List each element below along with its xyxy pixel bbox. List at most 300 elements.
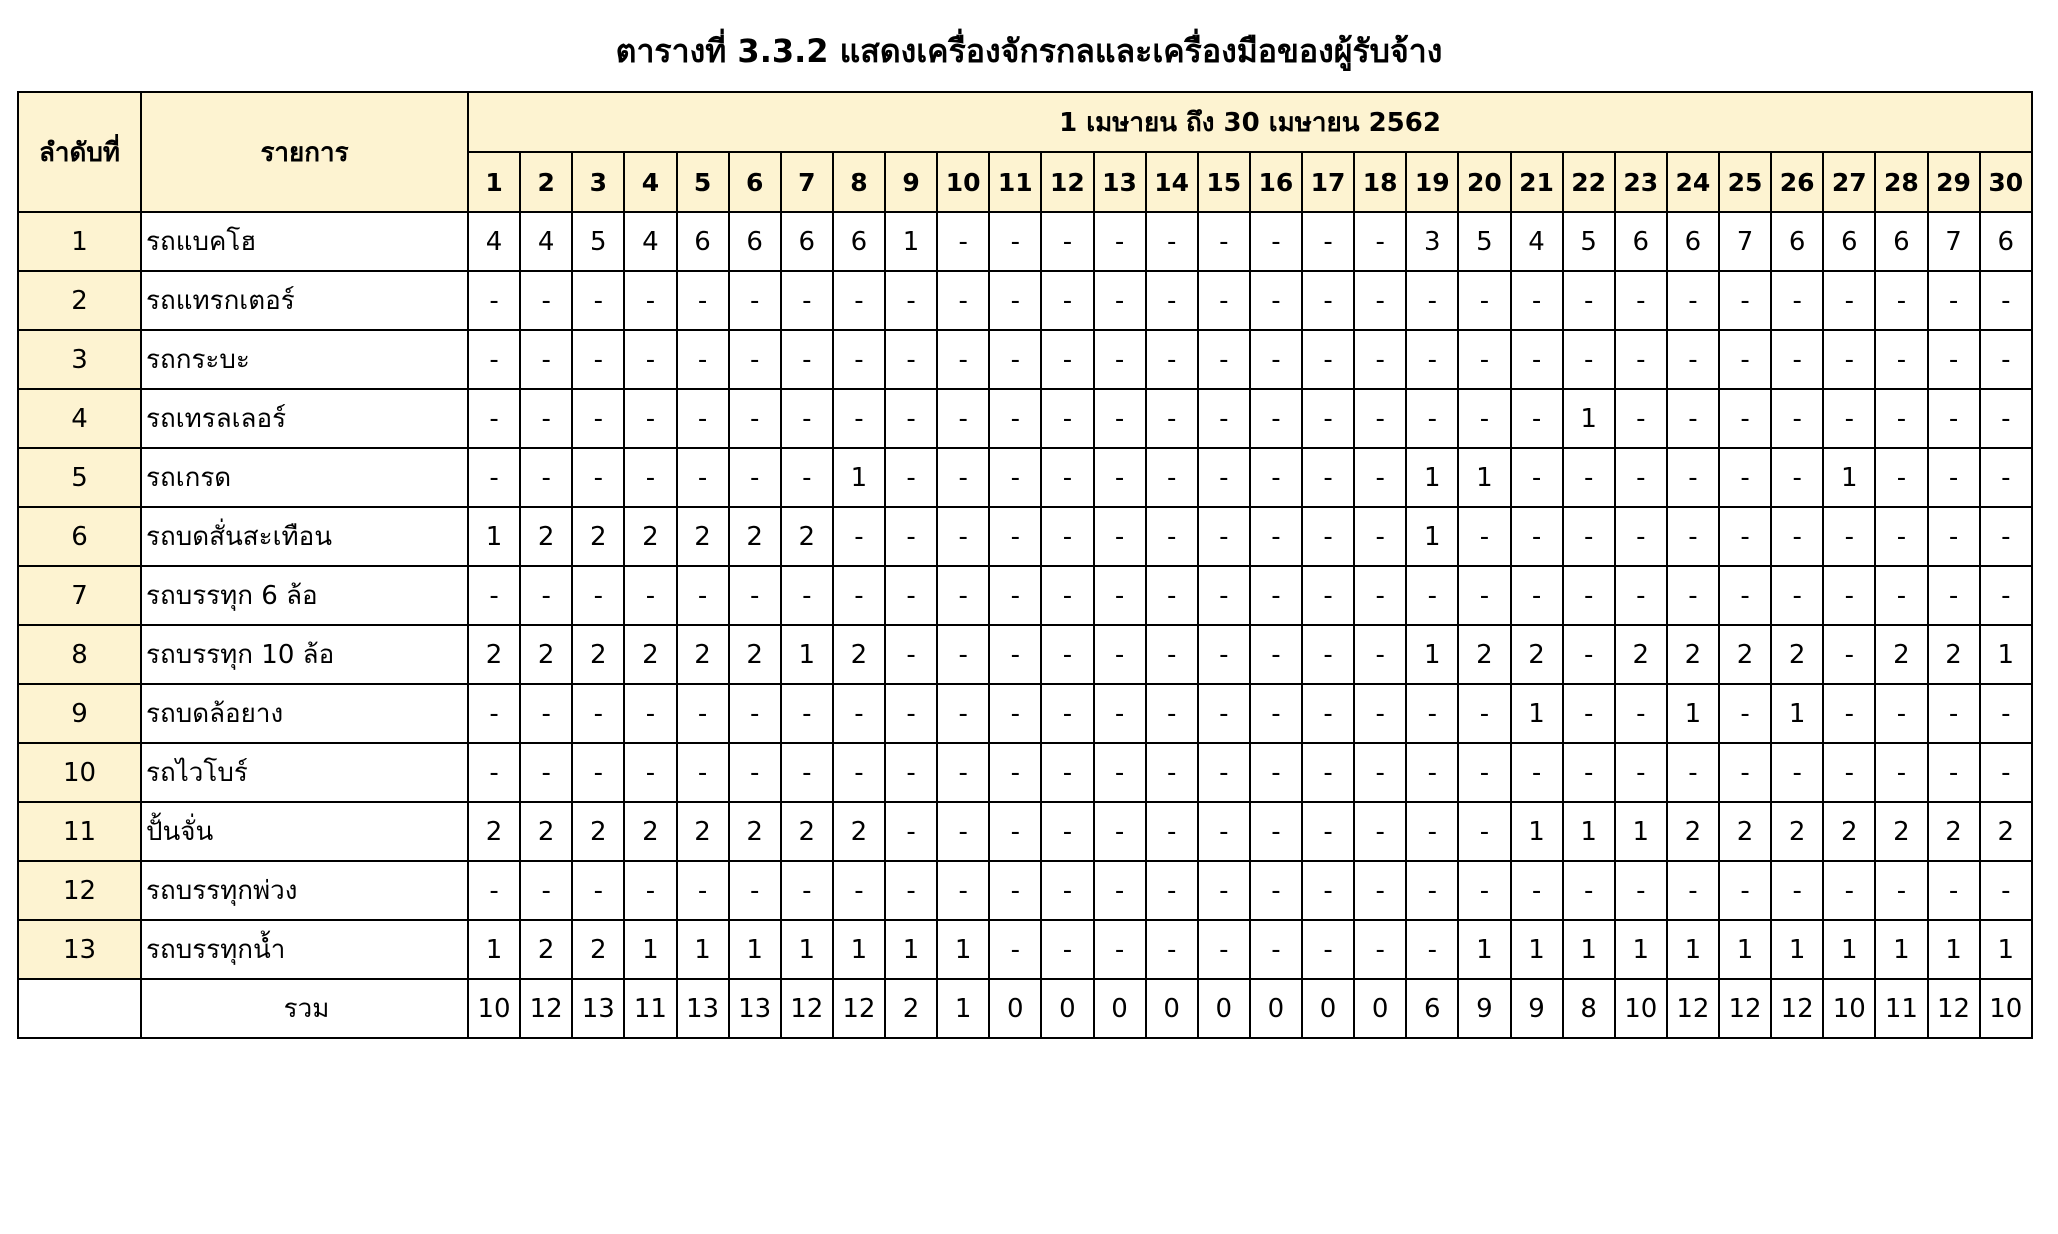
day-count-cell: 2 [520, 802, 572, 861]
day-count-cell: - [1563, 448, 1615, 507]
row-item-name: รถเทรลเลอร์ [141, 389, 468, 448]
day-count-cell: 2 [781, 802, 833, 861]
total-cell: 9 [1458, 979, 1510, 1038]
table-row [18, 212, 2032, 271]
row-item-name: ปั้นจั่น [141, 802, 468, 861]
day-count-cell: 2 [729, 802, 781, 861]
day-count-cell: - [1875, 448, 1927, 507]
day-count-cell: - [1980, 743, 2032, 802]
header-day: 12 [1041, 152, 1093, 212]
day-count-cell: - [1615, 271, 1667, 330]
row-item-name: รถแบคโฮ [141, 212, 468, 271]
total-cell: 12 [1928, 979, 1980, 1038]
day-count-cell: - [1094, 743, 1146, 802]
header-day: 2 [520, 152, 572, 212]
day-count-cell: - [989, 330, 1041, 389]
day-count-cell: - [1511, 861, 1563, 920]
day-count-cell: 1 [1823, 920, 1875, 979]
day-count-cell: - [989, 625, 1041, 684]
day-count-cell: - [1198, 920, 1250, 979]
day-count-cell: - [1354, 802, 1406, 861]
day-count-cell: - [1771, 271, 1823, 330]
row-number: 9 [18, 684, 141, 743]
day-count-cell: - [1146, 507, 1198, 566]
day-count-cell: 2 [1615, 625, 1667, 684]
table-row [18, 920, 2032, 979]
day-count-cell: - [1250, 330, 1302, 389]
day-count-cell: 1 [1458, 920, 1510, 979]
day-count-cell: - [833, 271, 885, 330]
day-count-cell: 2 [624, 625, 676, 684]
day-count-cell: - [1511, 330, 1563, 389]
day-count-cell: - [781, 330, 833, 389]
row-item-name: รถกระบะ [141, 330, 468, 389]
day-count-cell: 2 [781, 507, 833, 566]
day-count-cell: - [1354, 684, 1406, 743]
day-count-cell: - [1615, 448, 1667, 507]
day-count-cell: - [1928, 566, 1980, 625]
day-count-cell: - [1823, 507, 1875, 566]
day-count-cell: - [1563, 507, 1615, 566]
day-count-cell: - [1511, 448, 1563, 507]
day-count-cell: 2 [1771, 802, 1823, 861]
day-count-cell: - [1302, 861, 1354, 920]
day-count-cell: - [1823, 271, 1875, 330]
day-count-cell: 2 [833, 625, 885, 684]
day-count-cell: 2 [1719, 625, 1771, 684]
day-count-cell: - [1354, 448, 1406, 507]
day-count-cell: - [937, 684, 989, 743]
day-count-cell: - [1980, 330, 2032, 389]
header-row-period [18, 92, 2032, 152]
day-count-cell: - [1615, 684, 1667, 743]
day-count-cell: - [833, 389, 885, 448]
row-number: 11 [18, 802, 141, 861]
total-row-blank [18, 979, 141, 1038]
day-count-cell: - [468, 448, 520, 507]
day-count-cell: - [1615, 566, 1667, 625]
day-count-cell: - [1719, 448, 1771, 507]
total-cell: 0 [1302, 979, 1354, 1038]
day-count-cell: 1 [937, 920, 989, 979]
day-count-cell: 4 [468, 212, 520, 271]
day-count-cell: 1 [1511, 920, 1563, 979]
day-count-cell: 6 [1875, 212, 1927, 271]
header-day: 6 [729, 152, 781, 212]
day-count-cell: - [677, 389, 729, 448]
day-count-cell: - [1511, 507, 1563, 566]
day-count-cell: - [1667, 448, 1719, 507]
day-count-cell: - [1041, 743, 1093, 802]
day-count-cell: 1 [1563, 389, 1615, 448]
total-cell: 0 [1041, 979, 1093, 1038]
day-count-cell: - [1250, 448, 1302, 507]
day-count-cell: - [1406, 920, 1458, 979]
day-count-cell: - [1771, 448, 1823, 507]
day-count-cell: - [1250, 743, 1302, 802]
day-count-cell: - [781, 271, 833, 330]
total-cell: 12 [520, 979, 572, 1038]
day-count-cell: 1 [1667, 684, 1719, 743]
day-count-cell: - [1458, 330, 1510, 389]
day-count-cell: - [1771, 507, 1823, 566]
day-count-cell: - [1928, 330, 1980, 389]
day-count-cell: - [1667, 507, 1719, 566]
day-count-cell: - [1354, 212, 1406, 271]
day-count-cell: - [937, 271, 989, 330]
day-count-cell: - [1667, 743, 1719, 802]
row-item-name: รถบรรทุก 6 ล้อ [141, 566, 468, 625]
day-count-cell: - [1302, 330, 1354, 389]
day-count-cell: - [1146, 802, 1198, 861]
day-count-cell: - [1250, 625, 1302, 684]
day-count-cell: 2 [677, 507, 729, 566]
day-count-cell: 2 [1875, 625, 1927, 684]
table-row [18, 861, 2032, 920]
day-count-cell: 2 [1719, 802, 1771, 861]
day-count-cell: - [677, 743, 729, 802]
day-count-cell: - [520, 743, 572, 802]
day-count-cell: - [1094, 389, 1146, 448]
day-count-cell: - [677, 271, 729, 330]
day-count-cell: - [885, 566, 937, 625]
day-count-cell: 1 [1563, 920, 1615, 979]
day-count-cell: - [572, 861, 624, 920]
day-count-cell: - [1719, 861, 1771, 920]
day-count-cell: 1 [468, 507, 520, 566]
day-count-cell: - [989, 802, 1041, 861]
day-count-cell: - [1094, 448, 1146, 507]
day-count-cell: - [1458, 389, 1510, 448]
table-row [18, 566, 2032, 625]
day-count-cell: - [1771, 743, 1823, 802]
day-count-cell: - [1250, 684, 1302, 743]
day-count-cell: - [1928, 389, 1980, 448]
day-count-cell: - [1823, 389, 1875, 448]
total-cell: 13 [677, 979, 729, 1038]
day-count-cell: - [833, 566, 885, 625]
day-count-cell: - [1094, 861, 1146, 920]
day-count-cell: - [1250, 507, 1302, 566]
day-count-cell: - [1458, 271, 1510, 330]
day-count-cell: - [1928, 448, 1980, 507]
day-count-cell: - [1146, 920, 1198, 979]
day-count-cell: - [1875, 271, 1927, 330]
total-label: รวม [141, 979, 468, 1038]
day-count-cell: - [1980, 507, 2032, 566]
day-count-cell: - [1615, 389, 1667, 448]
day-count-cell: - [520, 448, 572, 507]
day-count-cell: 1 [781, 625, 833, 684]
day-count-cell: - [624, 271, 676, 330]
day-count-cell: - [1094, 566, 1146, 625]
day-count-cell: - [1354, 920, 1406, 979]
day-count-cell: - [1302, 507, 1354, 566]
day-count-cell: 1 [833, 448, 885, 507]
day-count-cell: 2 [677, 625, 729, 684]
day-count-cell: - [572, 389, 624, 448]
day-count-cell: - [989, 507, 1041, 566]
day-count-cell: 2 [468, 802, 520, 861]
row-item-name: รถไวโบร์ [141, 743, 468, 802]
total-cell: 9 [1511, 979, 1563, 1038]
day-count-cell: - [1406, 743, 1458, 802]
day-count-cell: - [1094, 271, 1146, 330]
day-count-cell: 3 [1406, 212, 1458, 271]
day-count-cell: - [1458, 802, 1510, 861]
total-cell: 13 [572, 979, 624, 1038]
day-count-cell: - [729, 448, 781, 507]
day-count-cell: - [468, 330, 520, 389]
total-cell: 2 [885, 979, 937, 1038]
day-count-cell: - [1354, 625, 1406, 684]
day-count-cell: - [1146, 448, 1198, 507]
day-count-cell: 2 [624, 507, 676, 566]
header-day: 8 [833, 152, 885, 212]
day-count-cell: 2 [1980, 802, 2032, 861]
total-row [18, 979, 2032, 1038]
day-count-cell: - [1615, 330, 1667, 389]
day-count-cell: - [1041, 684, 1093, 743]
day-count-cell: - [520, 684, 572, 743]
day-count-cell: - [1198, 389, 1250, 448]
day-count-cell: 6 [1980, 212, 2032, 271]
row-number: 13 [18, 920, 141, 979]
day-count-cell: - [885, 507, 937, 566]
day-count-cell: - [729, 743, 781, 802]
table-row [18, 625, 2032, 684]
header-day: 10 [937, 152, 989, 212]
day-count-cell: - [989, 389, 1041, 448]
day-count-cell: - [937, 861, 989, 920]
header-day: 29 [1928, 152, 1980, 212]
day-count-cell: - [1511, 389, 1563, 448]
day-count-cell: - [468, 271, 520, 330]
day-count-cell: 1 [1980, 625, 2032, 684]
total-cell: 12 [833, 979, 885, 1038]
day-count-cell: - [1094, 802, 1146, 861]
day-count-cell: - [937, 212, 989, 271]
day-count-cell: - [1094, 920, 1146, 979]
day-count-cell: - [677, 448, 729, 507]
total-cell: 0 [989, 979, 1041, 1038]
day-count-cell: - [1615, 743, 1667, 802]
day-count-cell: 1 [1615, 920, 1667, 979]
day-count-cell: - [1719, 389, 1771, 448]
day-count-cell: - [937, 330, 989, 389]
day-count-cell: - [520, 389, 572, 448]
day-count-cell: - [1250, 389, 1302, 448]
day-count-cell: - [1980, 566, 2032, 625]
day-count-cell: - [624, 743, 676, 802]
day-count-cell: - [1146, 566, 1198, 625]
day-count-cell: - [937, 743, 989, 802]
day-count-cell: - [1146, 743, 1198, 802]
day-count-cell: - [520, 566, 572, 625]
day-count-cell: - [1094, 330, 1146, 389]
day-count-cell: 5 [1458, 212, 1510, 271]
header-day: 18 [1354, 152, 1406, 212]
row-number: 6 [18, 507, 141, 566]
day-count-cell: - [624, 861, 676, 920]
header-period: 1 เมษายน ถึง 30 เมษายน 2562 [468, 92, 2032, 152]
row-number: 7 [18, 566, 141, 625]
day-count-cell: 2 [520, 507, 572, 566]
day-count-cell: - [624, 389, 676, 448]
day-count-cell: 1 [1667, 920, 1719, 979]
day-count-cell: - [1146, 212, 1198, 271]
day-count-cell: 2 [1667, 625, 1719, 684]
day-count-cell: - [1406, 389, 1458, 448]
row-number: 12 [18, 861, 141, 920]
header-day: 15 [1198, 152, 1250, 212]
day-count-cell: - [468, 861, 520, 920]
day-count-cell: 1 [1406, 625, 1458, 684]
day-count-cell: - [781, 389, 833, 448]
day-count-cell: - [989, 861, 1041, 920]
day-count-cell: - [1928, 861, 1980, 920]
day-count-cell: 2 [1928, 625, 1980, 684]
table-row [18, 684, 2032, 743]
day-count-cell: 2 [1875, 802, 1927, 861]
day-count-cell: 6 [729, 212, 781, 271]
day-count-cell: - [677, 330, 729, 389]
header-day: 21 [1511, 152, 1563, 212]
day-count-cell: - [1823, 625, 1875, 684]
day-count-cell: - [833, 743, 885, 802]
header-day: 22 [1563, 152, 1615, 212]
day-count-cell: - [1146, 684, 1198, 743]
header-day: 23 [1615, 152, 1667, 212]
page-title: ตารางที่ 3.3.2 แสดงเครื่องจักรกลและเครื่องมือของผู้รับจ้าง [615, 32, 1443, 70]
day-count-cell: - [677, 684, 729, 743]
header-day: 24 [1667, 152, 1719, 212]
header-day: 26 [1771, 152, 1823, 212]
day-count-cell: 2 [520, 625, 572, 684]
day-count-cell: - [1354, 861, 1406, 920]
day-count-cell: - [1928, 507, 1980, 566]
day-count-cell: - [1928, 271, 1980, 330]
day-count-cell: - [1302, 212, 1354, 271]
day-count-cell: 4 [624, 212, 676, 271]
day-count-cell: - [677, 861, 729, 920]
day-count-cell: - [1302, 448, 1354, 507]
header-item: รายการ [141, 92, 468, 212]
day-count-cell: - [1354, 330, 1406, 389]
day-count-cell: - [1823, 566, 1875, 625]
day-count-cell: - [624, 566, 676, 625]
table-body [18, 212, 2032, 1038]
day-count-cell: - [1250, 861, 1302, 920]
header-day: 3 [572, 152, 624, 212]
day-count-cell: - [937, 507, 989, 566]
day-count-cell: - [1563, 330, 1615, 389]
day-count-cell: - [1302, 920, 1354, 979]
day-count-cell: 1 [1928, 920, 1980, 979]
day-count-cell: - [989, 743, 1041, 802]
day-count-cell: - [1719, 743, 1771, 802]
day-count-cell: - [1041, 920, 1093, 979]
day-count-cell: 5 [1563, 212, 1615, 271]
day-count-cell: - [572, 743, 624, 802]
day-count-cell: - [1980, 389, 2032, 448]
equipment-table [17, 91, 2033, 1039]
day-count-cell: - [1511, 743, 1563, 802]
day-count-cell: - [885, 448, 937, 507]
day-count-cell: 5 [572, 212, 624, 271]
day-count-cell: - [885, 802, 937, 861]
table-row [18, 389, 2032, 448]
day-count-cell: - [1771, 861, 1823, 920]
day-count-cell: - [1458, 507, 1510, 566]
header-day: 4 [624, 152, 676, 212]
day-count-cell: - [572, 448, 624, 507]
day-count-cell: - [1563, 684, 1615, 743]
day-count-cell: - [1719, 684, 1771, 743]
day-count-cell: - [989, 566, 1041, 625]
header-day: 9 [885, 152, 937, 212]
day-count-cell: - [520, 330, 572, 389]
header-day: 17 [1302, 152, 1354, 212]
header-day: 13 [1094, 152, 1146, 212]
header-day: 1 [468, 152, 520, 212]
day-count-cell: 1 [1771, 920, 1823, 979]
day-count-cell: 2 [572, 920, 624, 979]
day-count-cell: - [729, 861, 781, 920]
day-count-cell: 6 [1667, 212, 1719, 271]
day-count-cell: - [1719, 566, 1771, 625]
day-count-cell: 1 [1511, 802, 1563, 861]
total-cell: 10 [468, 979, 520, 1038]
row-number: 2 [18, 271, 141, 330]
day-count-cell: - [781, 448, 833, 507]
day-count-cell: 1 [1511, 684, 1563, 743]
day-count-cell: 2 [1458, 625, 1510, 684]
total-cell: 0 [1250, 979, 1302, 1038]
day-count-cell: - [1563, 625, 1615, 684]
day-count-cell: - [885, 330, 937, 389]
day-count-cell: - [1511, 566, 1563, 625]
day-count-cell: 2 [572, 802, 624, 861]
day-count-cell: - [1302, 684, 1354, 743]
day-count-cell: - [624, 684, 676, 743]
day-count-cell: - [1041, 507, 1093, 566]
day-count-cell: - [1198, 684, 1250, 743]
day-count-cell: - [1146, 389, 1198, 448]
total-cell: 1 [937, 979, 989, 1038]
total-cell: 12 [1719, 979, 1771, 1038]
day-count-cell: - [1198, 448, 1250, 507]
total-cell: 0 [1354, 979, 1406, 1038]
day-count-cell: - [989, 920, 1041, 979]
day-count-cell: - [1771, 389, 1823, 448]
day-count-cell: - [1302, 802, 1354, 861]
table-row [18, 330, 2032, 389]
day-count-cell: 1 [885, 212, 937, 271]
day-count-cell: 1 [1615, 802, 1667, 861]
day-count-cell: 2 [1771, 625, 1823, 684]
day-count-cell: - [729, 330, 781, 389]
total-cell: 12 [1667, 979, 1719, 1038]
day-count-cell: - [1041, 802, 1093, 861]
day-count-cell: - [520, 861, 572, 920]
day-count-cell: - [1563, 566, 1615, 625]
total-cell: 12 [781, 979, 833, 1038]
day-count-cell: 2 [729, 625, 781, 684]
day-count-cell: - [1875, 684, 1927, 743]
day-count-cell: - [1198, 212, 1250, 271]
day-count-cell: - [1302, 566, 1354, 625]
